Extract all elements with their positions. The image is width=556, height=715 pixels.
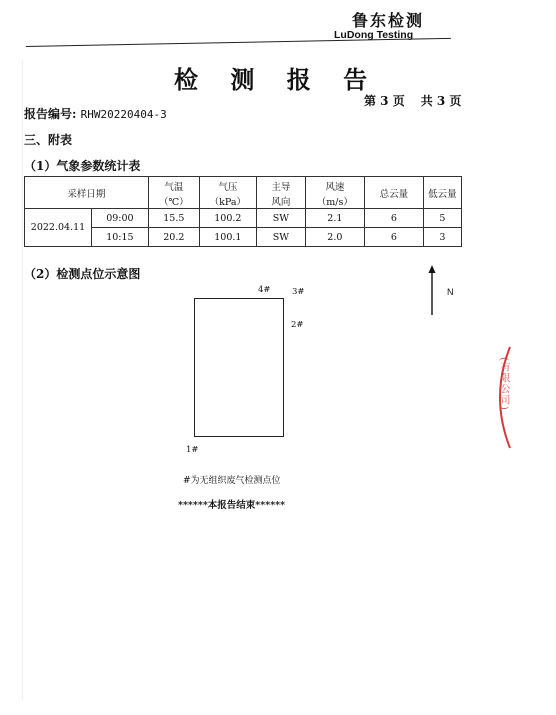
site-boundary — [194, 298, 284, 437]
cell-time: 10:15 — [92, 228, 149, 247]
report-number-value: RHW20220404-3 — [80, 108, 167, 121]
seal-text: (有限公司) — [498, 357, 509, 411]
th-wind-dir: 主导 — [256, 177, 305, 195]
section-appendix: 三、附表 — [24, 133, 73, 147]
th-date: 采样日期 — [25, 177, 149, 209]
diagram-legend: #为无组织废气检测点位 — [183, 476, 281, 486]
cell-pressure: 100.1 — [199, 228, 256, 247]
page-edge — [22, 60, 23, 700]
cell-total-cloud: 6 — [364, 209, 423, 228]
th-low-cloud: 低云量 — [423, 177, 461, 209]
page-number: 第 3 页 — [364, 94, 405, 108]
cell-temp: 20.2 — [148, 228, 199, 247]
report-end-mark: ******本报告结束****** — [178, 500, 286, 511]
report-number — [24, 105, 167, 122]
th-temp-unit: （℃） — [148, 194, 199, 209]
point-1-label: 1# — [186, 445, 199, 455]
company-name-en: LuDong Testing — [334, 29, 414, 41]
north-label: N — [447, 287, 454, 297]
company-name-cn: 鲁东检测 — [352, 11, 425, 30]
north-arrow-icon — [423, 265, 441, 317]
cell-pressure: 100.2 — [199, 209, 256, 228]
th-wind-dir-2: 风向 — [256, 194, 305, 209]
report-title: 检 测 报 告 — [174, 65, 380, 94]
report-number-label: 报告编号: — [24, 107, 77, 121]
cell-wind-speed: 2.1 — [305, 209, 364, 228]
cell-wind-dir: SW — [256, 228, 305, 247]
th-pressure: 气压 — [199, 177, 256, 195]
cell-time: 09:00 — [92, 209, 149, 228]
section-met-table: （1）气象参数统计表 — [24, 159, 141, 173]
table-row — [25, 209, 462, 228]
page-info — [364, 92, 477, 109]
cell-date: 2022.04.11 — [25, 209, 92, 247]
th-total-cloud: 总云量 — [364, 177, 423, 209]
met-table — [24, 176, 462, 247]
cell-temp: 15.5 — [148, 209, 199, 228]
cell-total-cloud: 6 — [364, 228, 423, 247]
th-temp: 气温 — [148, 177, 199, 195]
th-wind-speed: 风速 — [305, 177, 364, 195]
point-3-label: 3# — [292, 287, 305, 297]
seal-stamp — [488, 345, 518, 450]
point-2-label: 2# — [291, 320, 304, 330]
point-4-label: 4# — [258, 285, 271, 295]
cell-wind-speed: 2.0 — [305, 228, 364, 247]
cell-wind-dir: SW — [256, 209, 305, 228]
th-pressure-unit: （kPa） — [199, 194, 256, 209]
th-wind-speed-unit: （m/s） — [305, 194, 364, 209]
cell-low-cloud: 5 — [423, 209, 461, 228]
header-rule — [26, 38, 451, 47]
cell-low-cloud: 3 — [423, 228, 461, 247]
page-total: 共 3 页 — [420, 94, 462, 108]
section-diagram: （2）检测点位示意图 — [24, 267, 141, 281]
